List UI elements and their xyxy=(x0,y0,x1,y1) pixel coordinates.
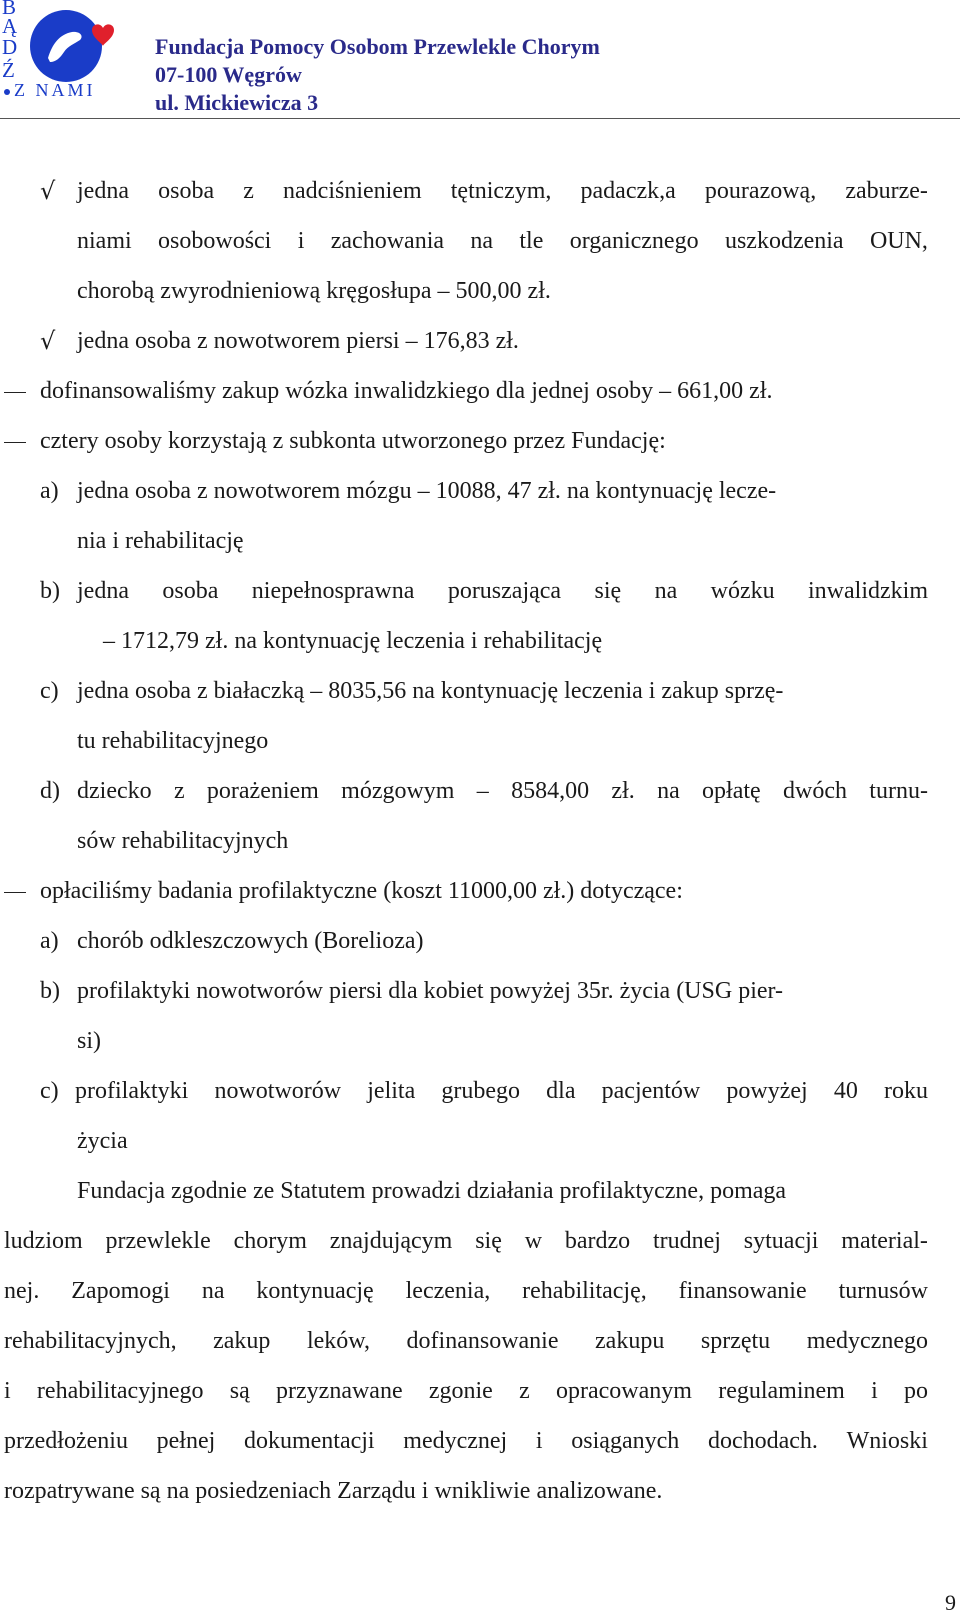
word: z xyxy=(519,1378,530,1404)
word: ludziom xyxy=(4,1228,83,1254)
word: przedłożeniu xyxy=(4,1428,128,1454)
word: z xyxy=(243,178,254,204)
word: dochodach. xyxy=(707,1428,818,1454)
sublist-item-d xyxy=(0,766,960,817)
list-item-text xyxy=(77,166,928,217)
dash-bullet-icon xyxy=(4,366,26,417)
paragraph-text xyxy=(4,1216,928,1267)
word: bardzo xyxy=(564,1228,631,1254)
word: osobowości xyxy=(158,228,272,254)
paragraph-line xyxy=(0,1416,960,1467)
word: leczenia, xyxy=(405,1278,491,1304)
word: sytuacji xyxy=(743,1228,819,1254)
list-item-text xyxy=(77,216,928,267)
paragraph-line xyxy=(0,1266,960,1317)
sublist-text: nia i rehabilitację xyxy=(77,528,244,554)
word: nej. xyxy=(4,1278,40,1304)
word: pełnej xyxy=(156,1428,216,1454)
word: na xyxy=(201,1278,225,1304)
word: dwóch xyxy=(782,778,847,804)
sqrt-bullet-icon: √ xyxy=(40,177,56,205)
word: dokumentacji xyxy=(243,1428,375,1454)
sublist-label: a) xyxy=(40,478,59,504)
word: zakup xyxy=(213,1328,271,1354)
word: pacjentów xyxy=(601,1078,701,1104)
sublist-text: – 1712,79 zł. na kontynuację leczenia i rehabilitację xyxy=(103,628,603,654)
sublist-label: b) xyxy=(40,978,60,1004)
word: zachowania xyxy=(330,228,445,254)
word: padaczk,a xyxy=(580,178,676,204)
word: osoba xyxy=(162,578,219,604)
word: się xyxy=(594,578,622,604)
sublist-text xyxy=(75,1066,928,1117)
sublist-label: b) xyxy=(40,578,60,604)
word: poruszająca xyxy=(447,578,562,604)
word: porażeniem xyxy=(206,778,319,804)
word: opłatę xyxy=(702,778,761,804)
word: rehabilitacyjnego xyxy=(36,1378,204,1404)
word: – xyxy=(476,778,489,804)
word: na xyxy=(470,228,494,254)
word: OUN, xyxy=(869,228,928,254)
word: mózgowym xyxy=(341,778,455,804)
logo-letter-z: Ź xyxy=(2,58,15,82)
word: przewlekle xyxy=(105,1228,211,1254)
paragraph-line xyxy=(0,1316,960,1367)
list-item-text: chorobą zwyrodnieniową kręgosłupa – 500,00 zł. xyxy=(77,278,551,304)
paragraph-line xyxy=(0,1216,960,1267)
word: niepełnosprawna xyxy=(251,578,415,604)
sublist-text: profilaktyki nowotworów piersi dla kobiet powyżej 35r. życia (USG pier- xyxy=(77,978,784,1004)
word: jelita xyxy=(367,1078,416,1104)
word: turnu- xyxy=(869,778,928,804)
word: nadciśnieniem xyxy=(283,178,422,204)
dash-bullet-icon xyxy=(4,866,26,917)
word: są xyxy=(229,1378,250,1404)
word: zgonie xyxy=(428,1378,493,1404)
word: sprzętu xyxy=(700,1328,771,1354)
sublist-text xyxy=(77,566,928,617)
sublist-label: c) xyxy=(40,678,59,704)
word: opracowanym xyxy=(556,1378,692,1404)
sublist-text: sów rehabilitacyjnych xyxy=(77,828,289,854)
sublist-label: a) xyxy=(40,928,59,954)
word: 40 xyxy=(833,1078,858,1104)
word: kontynuację xyxy=(256,1278,374,1304)
word: regulaminem xyxy=(718,1378,845,1404)
word: osoba xyxy=(158,178,215,204)
word: i xyxy=(535,1428,543,1454)
list-item-text: dofinansowaliśmy zakup wózka inwalidzkiego dla jednej osoby – 661,00 zł. xyxy=(40,378,773,404)
logo-text: Z NAMI xyxy=(14,80,96,100)
paragraph-text xyxy=(4,1266,928,1317)
word: 8584,00 xyxy=(511,778,590,804)
list-item-sqrt-1 xyxy=(0,166,960,217)
org-city: 07-100 Węgrów xyxy=(155,62,302,87)
sublist-item-c xyxy=(0,1066,960,1117)
sublist-text xyxy=(77,766,928,817)
sublist-text: życia xyxy=(77,1128,128,1154)
dash-bullet-icon xyxy=(4,416,26,467)
paragraph-text: rozpatrywane są na posiedzeniach Zarządu i wnikliwie analizowane. xyxy=(4,1478,663,1504)
word: z xyxy=(173,778,185,804)
word: turnusów xyxy=(838,1278,928,1304)
word: profilaktyki xyxy=(75,1078,189,1104)
page-header xyxy=(0,0,960,118)
word: dziecko xyxy=(77,778,152,804)
list-item-text: opłaciliśmy badania profilaktyczne (koszt 11000,00 zł.) dotyczące: xyxy=(40,878,683,904)
word: tle xyxy=(519,228,544,254)
word: inwalidzkim xyxy=(808,578,928,604)
word: i xyxy=(4,1378,11,1404)
word: finansowanie xyxy=(678,1278,807,1304)
word: jedna xyxy=(77,178,129,204)
logo-letter-b: B xyxy=(2,0,17,19)
word: leków, xyxy=(306,1328,371,1354)
word: rehabilitacyjnych, xyxy=(4,1328,177,1354)
word: zakupu xyxy=(595,1328,665,1354)
sublist-text: tu rehabilitacyjnego xyxy=(77,728,269,754)
word: dla xyxy=(546,1078,576,1104)
sqrt-bullet-icon: √ xyxy=(40,327,56,355)
word: uszkodzenia xyxy=(724,228,844,254)
word: i xyxy=(297,228,305,254)
word: medycznej xyxy=(403,1428,508,1454)
list-item-continuation xyxy=(0,216,960,267)
word: trudnej xyxy=(652,1228,721,1254)
paragraph-text xyxy=(4,1416,928,1467)
paragraph-text xyxy=(4,1366,928,1417)
word: się xyxy=(475,1228,502,1254)
word: rehabilitację, xyxy=(522,1278,647,1304)
sublist-text: chorób odkleszczowych (Borelioza) xyxy=(77,928,424,954)
sublist-label: c) xyxy=(40,1078,59,1104)
word: material- xyxy=(841,1228,928,1254)
org-street: ul. Mickiewicza 3 xyxy=(155,90,319,115)
list-item-text: jedna osoba z nowotworem piersi – 176,83 zł. xyxy=(77,328,519,354)
word: powyżej xyxy=(726,1078,808,1104)
paragraph-text: Fundacja zgodnie ze Statutem prowadzi działania profilaktyczne, pomaga xyxy=(77,1178,787,1204)
word: jedna xyxy=(77,578,129,604)
word: pourazową, xyxy=(704,178,817,204)
paragraph-text xyxy=(4,1316,928,1367)
logo-letter-d: D xyxy=(2,35,18,59)
word: wózku xyxy=(710,578,775,604)
sublist-text: si) xyxy=(77,1028,101,1054)
word: zł. xyxy=(611,778,635,804)
word: grubego xyxy=(441,1078,521,1104)
word: medycznego xyxy=(806,1328,928,1354)
word: przyznawane xyxy=(276,1378,403,1404)
list-item-text: cztery osoby korzystają z subkonta utworzonego przez Fundację: xyxy=(40,428,666,454)
word: osiąganych xyxy=(571,1428,680,1454)
org-name: Fundacja Pomocy Osobom Przewlekle Chorym xyxy=(155,34,600,59)
organization-info xyxy=(155,33,600,117)
sublist-label: d) xyxy=(40,778,60,804)
word: nowotworów xyxy=(214,1078,342,1104)
word: niami xyxy=(77,228,132,254)
word: organicznego xyxy=(569,228,699,254)
sublist-text: jedna osoba z białaczką – 8035,56 na kontynuację leczenia i zakup sprzę- xyxy=(77,678,784,704)
word: na xyxy=(654,578,678,604)
word: Zapomogi xyxy=(71,1278,170,1304)
word: chorym xyxy=(233,1228,307,1254)
sublist-item-b xyxy=(0,566,960,617)
word: na xyxy=(657,778,680,804)
paragraph-line xyxy=(0,1366,960,1417)
word: zaburze- xyxy=(845,178,928,204)
word: Wnioski xyxy=(846,1428,928,1454)
word: tętniczym, xyxy=(450,178,552,204)
word: i xyxy=(871,1378,878,1404)
page-number: 9 xyxy=(945,1590,956,1615)
word: w xyxy=(524,1228,543,1254)
word: po xyxy=(904,1378,928,1404)
sublist-text: jedna osoba z nowotworem mózgu – 10088, 47 zł. na kontynuację lecze- xyxy=(77,478,777,504)
header-divider xyxy=(0,118,960,119)
word: dofinansowanie xyxy=(406,1328,559,1354)
word: roku xyxy=(884,1078,928,1104)
foundation-logo xyxy=(0,0,135,110)
word: znajdującym xyxy=(329,1228,453,1254)
logo-letter-a: Ą xyxy=(2,14,18,38)
